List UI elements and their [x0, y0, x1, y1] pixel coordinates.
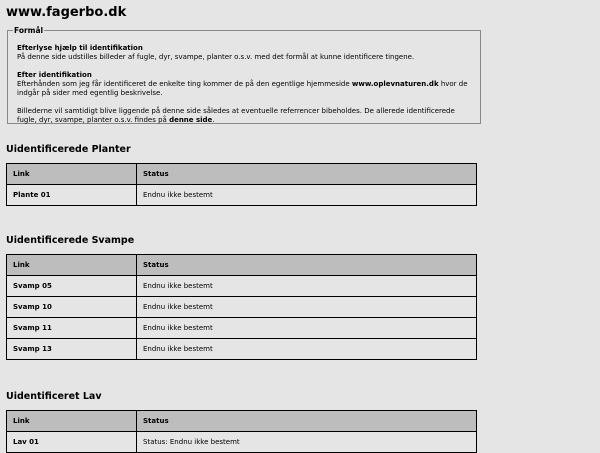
- row-link[interactable]: Svamp 05: [7, 276, 137, 297]
- section-title-lav: Uidentificeret Lav: [6, 391, 102, 402]
- intro-text-2a: Efterhånden som jeg får identificeret de enkelte ting kommer de på den egentlige hjemmeside: [17, 80, 352, 88]
- table-header-row: [7, 164, 477, 185]
- column-header-status: Status: [137, 164, 477, 185]
- identified-page-link[interactable]: denne side: [169, 116, 213, 124]
- table-row: [7, 339, 477, 360]
- intro-paragraph-2: [17, 71, 471, 98]
- row-status: Endnu ikke bestemt: [137, 276, 477, 297]
- table-row: [7, 432, 477, 453]
- column-header-status: Status: [137, 255, 477, 276]
- section-title-svampe: Uidentificerede Svampe: [6, 235, 135, 246]
- intro-paragraph-1: [17, 44, 471, 62]
- column-header-status: Status: [137, 411, 477, 432]
- intro-text-2b: hvor de indgår på sider med egentlig beskrivelse.: [17, 80, 468, 97]
- svampe-table: [6, 254, 477, 360]
- table-header-row: [7, 411, 477, 432]
- intro-paragraph-3: [17, 107, 471, 125]
- intro-text-1: På denne side udstilles billeder af fugle, dyr, svampe, planter o.s.v. med det formål at kunne identificere tingene.: [17, 53, 415, 61]
- row-status: Endnu ikke bestemt: [137, 339, 477, 360]
- intro-heading-2: Efter identifikation: [17, 71, 92, 79]
- lav-table: [6, 410, 477, 453]
- site-title: www.fagerbo.dk: [6, 5, 127, 20]
- table-row: [7, 297, 477, 318]
- row-link[interactable]: Svamp 13: [7, 339, 137, 360]
- purpose-fieldset: [7, 26, 481, 124]
- row-status: Status: Endnu ikke bestemt: [137, 432, 477, 453]
- column-header-link: Link: [7, 255, 137, 276]
- intro-text-3a: Billederne vil samtidigt blive liggende på denne side således at eventuelle referrencer bibeholdes. De allerede identificerede fugle, dyr, svampe, planter o.s.v. findes på: [17, 107, 455, 124]
- intro-heading-1: Efterlyse hjælp til identifikation: [17, 44, 143, 52]
- row-link[interactable]: Lav 01: [7, 432, 137, 453]
- row-link[interactable]: Plante 01: [7, 185, 137, 206]
- intro-text-3b: .: [212, 116, 215, 124]
- row-status: Endnu ikke bestemt: [137, 297, 477, 318]
- row-link[interactable]: Svamp 10: [7, 297, 137, 318]
- section-title-planter: Uidentificerede Planter: [6, 144, 131, 155]
- row-status: Endnu ikke bestemt: [137, 318, 477, 339]
- table-row: [7, 276, 477, 297]
- row-status: Endnu ikke bestemt: [137, 185, 477, 206]
- row-link[interactable]: Svamp 11: [7, 318, 137, 339]
- oplevnaturen-link[interactable]: www.oplevnaturen.dk: [351, 80, 439, 88]
- table-header-row: [7, 255, 477, 276]
- table-row: [7, 318, 477, 339]
- purpose-legend: Formål: [14, 26, 44, 35]
- table-row: [7, 185, 477, 206]
- planter-table: [6, 163, 477, 206]
- column-header-link: Link: [7, 411, 137, 432]
- column-header-link: Link: [7, 164, 137, 185]
